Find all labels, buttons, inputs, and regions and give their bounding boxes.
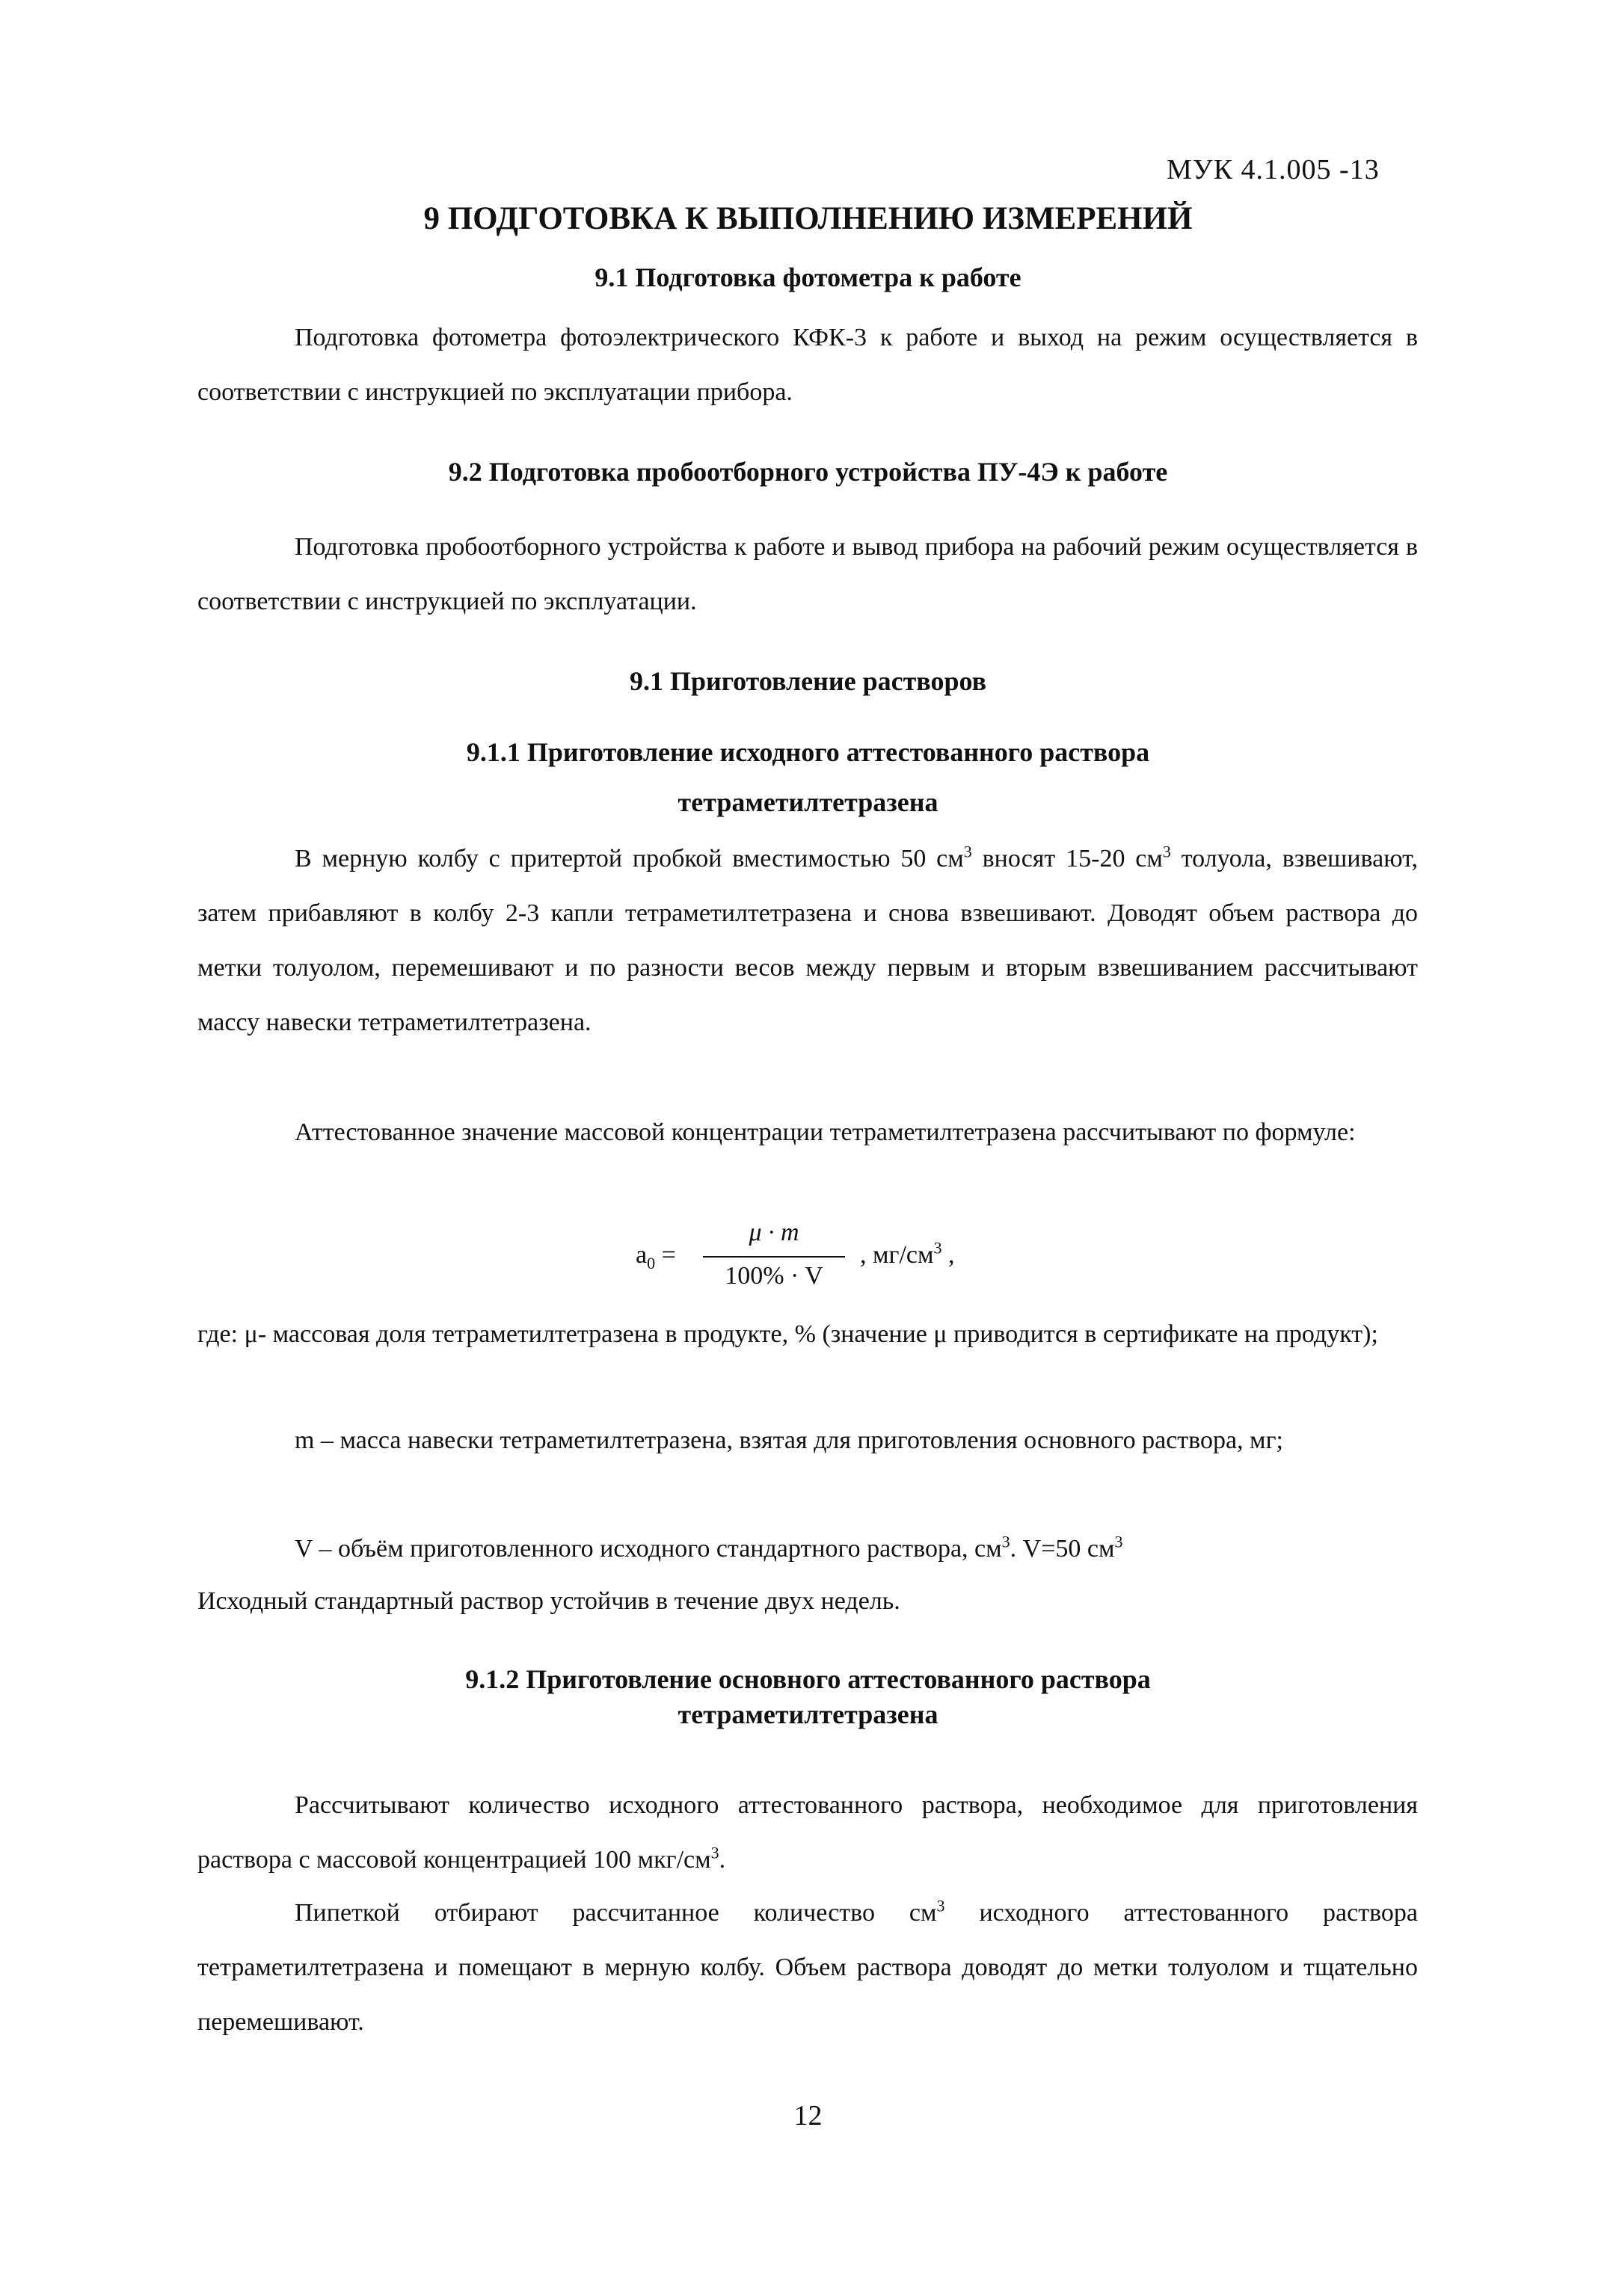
page-number: 12 <box>793 2100 823 2132</box>
stability-note: Исходный стандартный раствор устойчив в течение двух недель. <box>197 1587 900 1615</box>
section-title: 9 ПОДГОТОВКА К ВЫПОЛНЕНИЮ ИЗМЕРЕНИЙ <box>423 201 1193 236</box>
heading-9-1-2-line2: тетраметилтетразена <box>678 1699 938 1729</box>
definition-v: V – объём приготовленного исходного стандартного раствора, $см^3$. V=50 $см^3$ <box>295 1532 1123 1563</box>
document-code: МУК 4.1.005 -13 <box>1167 154 1380 185</box>
heading-9-1-1-line2: тетраметилтетразена <box>678 787 938 817</box>
paragraph-formula-intro: Аттестованное значение массовой концентрации тетраметилтетразена рассчитывают по формуле: <box>295 1118 1356 1146</box>
heading-9-1-1-line1: 9.1.1 Приготовление исходного аттестованного раствора <box>466 737 1150 767</box>
paragraph-9-2: Подготовка пробоотборного устройства к работе и вывод прибора на рабочий режим осуществляется в соответствии с инструкцией по эксплуатации. <box>197 533 1418 615</box>
definition-m: m – масса навески тетраметилтетразена, взятая для приготовления основного раствора, мг; <box>295 1426 1283 1454</box>
paragraph-9-1-2-pipette: Пипеткой отбирают рассчитанное количество $см^3$ исходного аттестованного раствора тетраметилтетразена и помещают в мерную колбу. Объем раствора доводят до метки толуолом и тщательно перемешивают. <box>197 1896 1418 2036</box>
heading-9-1: 9.1 Подготовка фотометра к работе <box>595 262 1021 292</box>
heading-solutions: 9.1 Приготовление растворов <box>629 666 987 696</box>
heading-9-2: 9.2 Подготовка пробоотборного устройства ПУ-4Э к работе <box>448 457 1168 487</box>
paragraph-9-1: Подготовка фотометра фотоэлектрического КФК-3 к работе и выход на режим осуществляется в соответствии с инструкцией по эксплуатации прибора. <box>197 324 1418 406</box>
formula-unit: , $мг/см^3$ , <box>860 1238 955 1269</box>
formula-fraction-bar <box>703 1256 845 1258</box>
formula-denominator: 100% · V <box>725 1262 823 1290</box>
concentration-formula <box>636 1219 1054 1316</box>
definition-mu: где: μ- массовая доля тетраметилтетразена в продукте, % (значение μ приводится в сертификате на продукт); <box>197 1320 1378 1348</box>
paragraph-9-1-2-calc: Рассчитывают количество исходного аттестованного раствора, необходимое для приготовления раствора с массовой концентрацией 100 мкг/$см^3$. <box>197 1791 1418 1874</box>
paragraph-9-1-1-procedure: В мерную колбу с притертой пробкой вместимостью 50 $см^3$ вносят 15-20 $см^3$ толуола, взвешивают, затем прибавляют в колбу 2-3 капли тетраметилтетразена и снова взвешивают. Доводят объем раствора до метки толуолом, перемешивают и по разности весов между первым и вторым взвешиванием рассчитывают массу навески тетраметилтетразена. <box>197 842 1418 1036</box>
formula-numerator: μ · m <box>749 1219 799 1246</box>
formula-lhs: $a_0$ = <box>636 1241 676 1272</box>
heading-9-1-2-line1: 9.1.2 Приготовление основного аттестованного раствора <box>465 1664 1151 1694</box>
